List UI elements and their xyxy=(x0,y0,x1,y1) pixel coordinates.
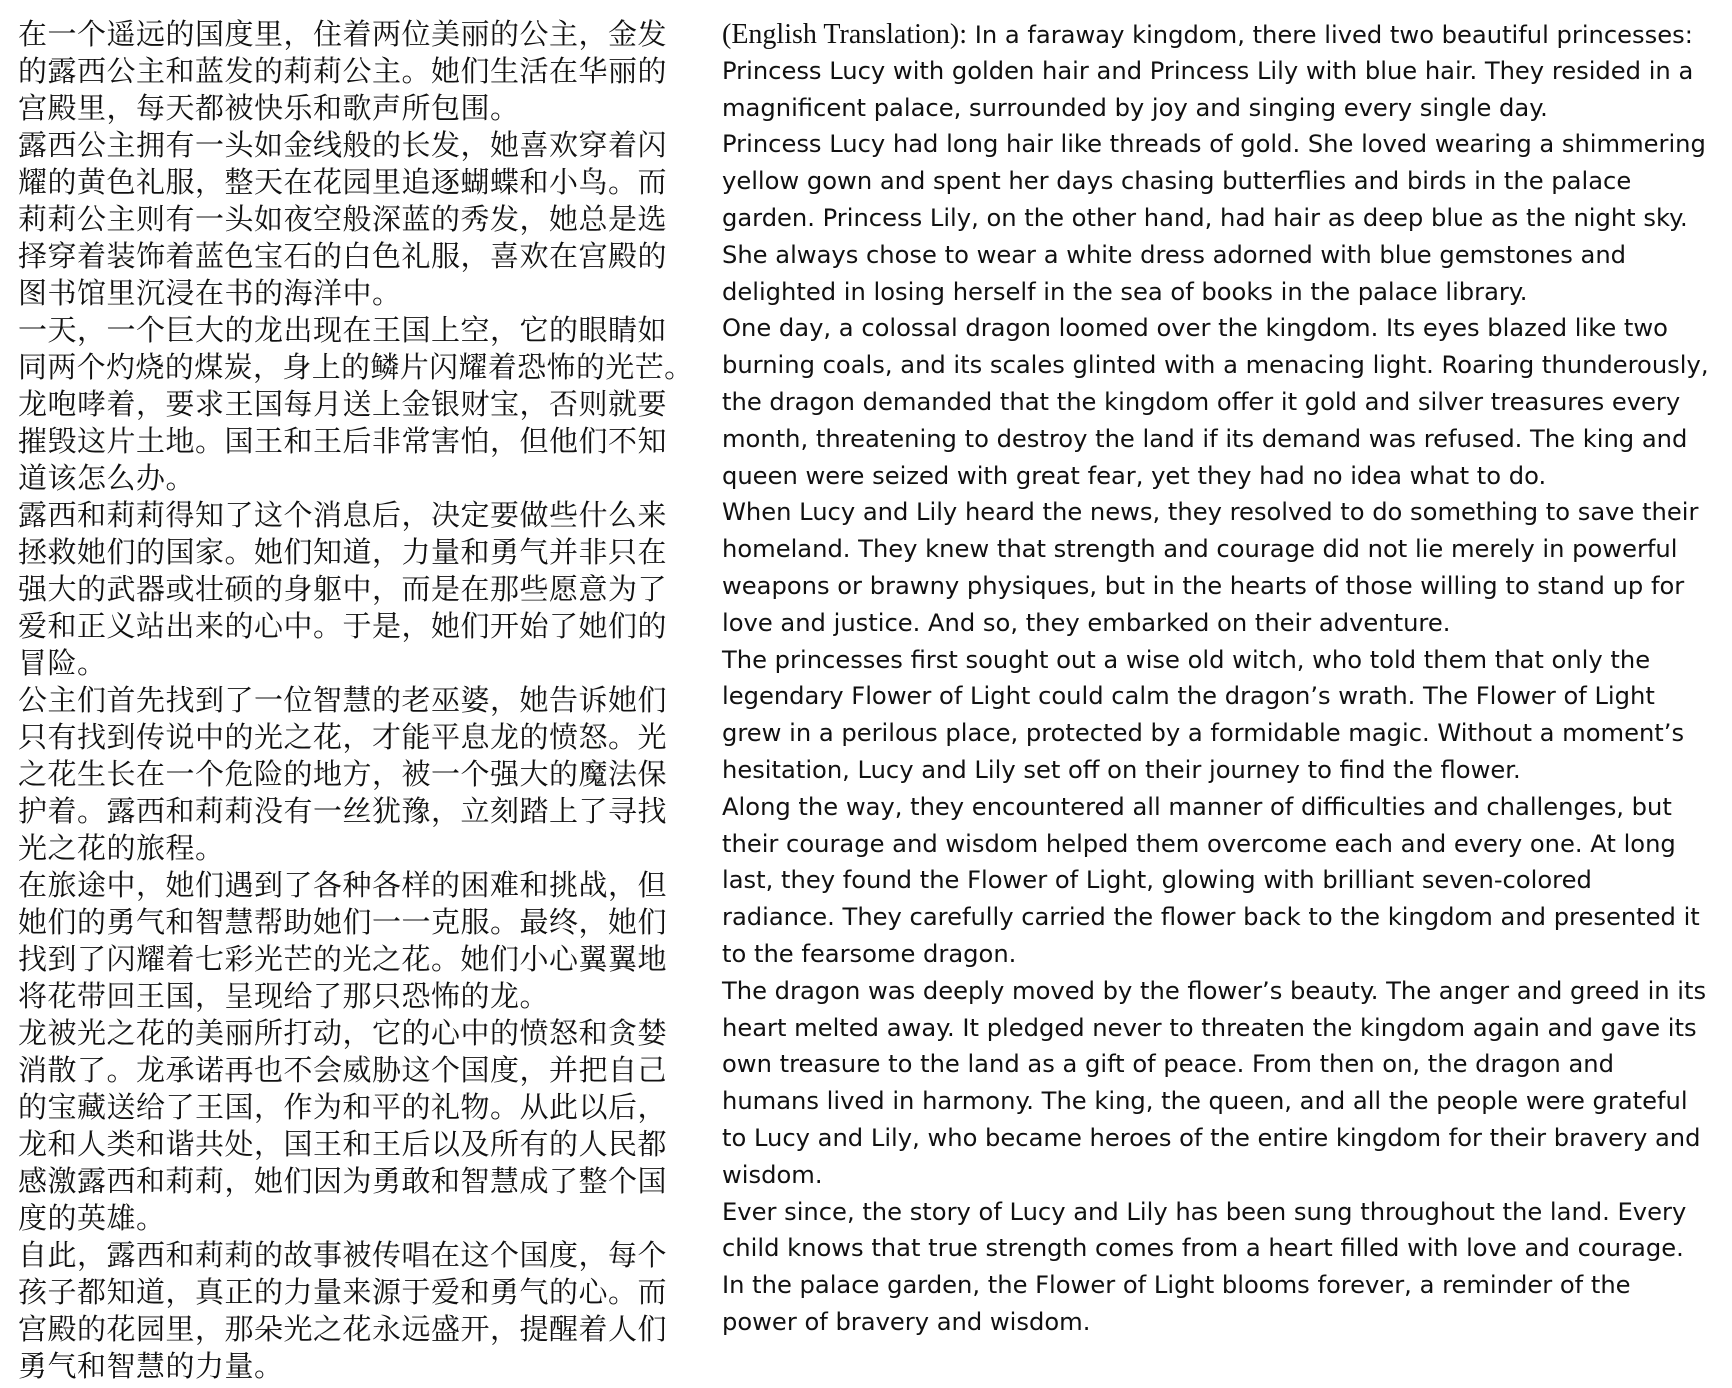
english-line: to Lucy and Lily, who became heroes of the entire kingdom for their bravery and xyxy=(722,1124,1701,1152)
english-line: weapons or brawny physiques, but in the hearts of those willing to stand up for xyxy=(722,572,1685,600)
english-line: Princess Lucy with golden hair and Princess Lily with blue hair. They resided in a xyxy=(722,56,1694,85)
chinese-line: 图书馆里沉浸在书的海洋中。 xyxy=(18,276,402,310)
chinese-line: 光之花的旅程。 xyxy=(18,831,225,865)
english-line: The dragon was deeply moved by the flower’s beauty. The anger and greed in its xyxy=(722,976,1707,1005)
english-line: love and justice. And so, they embarked on their adventure. xyxy=(722,608,1451,637)
english-line: Ever since, the story of Lucy and Lily has been sung throughout the land. Every xyxy=(722,1197,1687,1226)
chinese-line: 只有找到传说中的光之花，才能平息龙的愤怒。光 xyxy=(18,720,668,754)
chinese-line: 消散了。龙承诺再也不会威胁这个国度，并把自己 xyxy=(18,1053,668,1087)
english-line: child knows that true strength comes from a heart filled with love and courage. xyxy=(722,1234,1684,1263)
chinese-line: 耀的黄色礼服，整天在花园里追逐蝴蝶和小鸟。而 xyxy=(18,165,668,199)
english-line: In the palace garden, the Flower of Light blooms forever, a reminder of the xyxy=(722,1271,1631,1300)
chinese-line: 道该怎么办。 xyxy=(18,461,196,495)
english-line: garden. Princess Lily, on the other hand, had hair as deep blue as the night sky. xyxy=(722,204,1688,232)
english-line: month, threatening to destroy the land if its demand was refused. The king and xyxy=(722,424,1688,453)
chinese-line: 宫殿里，每天都被快乐和歌声所包围。 xyxy=(18,91,520,125)
english-line: grew in a perilous place, protected by a formidable magic. Without a moment’s xyxy=(722,719,1685,748)
chinese-line: 自此，露西和莉莉的故事被传唱在这个国度，每个 xyxy=(18,1238,668,1272)
chinese-line: 勇气和智慧的力量。 xyxy=(18,1349,284,1383)
chinese-line: 度的英雄。 xyxy=(18,1201,166,1235)
english-line: Princess Lucy had long hair like threads of gold. She loved wearing a shimmering xyxy=(722,130,1706,159)
chinese-line: 公主们首先找到了一位智慧的老巫婆，她告诉她们 xyxy=(18,683,668,717)
english-first-line xyxy=(722,16,1693,53)
chinese-line: 感激露西和莉莉，她们因为勇敢和智慧成了整个国 xyxy=(18,1164,668,1198)
chinese-line: 强大的武器或壮硕的身躯中，而是在那些愿意为了 xyxy=(18,572,668,606)
chinese-line: 冒险。 xyxy=(18,646,107,680)
chinese-line: 在一个遥远的国度里，住着两位美丽的公主，金发 xyxy=(18,17,668,51)
english-line: The princesses first sought out a wise old witch, who told them that only the xyxy=(722,645,1651,674)
english-line: power of bravery and wisdom. xyxy=(722,1308,1091,1336)
chinese-line: 同两个灼烧的煤炭，身上的鳞片闪耀着恐怖的光芒。 xyxy=(18,350,694,384)
english-line: the dragon demanded that the kingdom offer it gold and silver treasures every xyxy=(722,388,1681,416)
english-line: humans lived in harmony. The king, the queen, and all the people were grateful xyxy=(722,1087,1688,1116)
english-line: In a faraway kingdom, there lived two beautiful princesses: xyxy=(967,21,1693,49)
english-line: magnificent palace, surrounded by joy and singing every single day. xyxy=(722,93,1548,122)
chinese-line: 莉莉公主则有一头如夜空般深蓝的秀发，她总是选 xyxy=(18,202,668,236)
chinese-line: 摧毁这片土地。国王和王后非常害怕，但他们不知 xyxy=(18,424,668,458)
english-line: queen were seized with great fear, yet they had no idea what to do. xyxy=(722,461,1547,490)
english-line: yellow gown and spent her days chasing butterflies and birds in the palace xyxy=(722,167,1632,196)
english-line: wisdom. xyxy=(722,1160,823,1189)
chinese-line: 露西和莉莉得知了这个消息后，决定要做些什么来 xyxy=(18,498,668,532)
chinese-line: 她们的勇气和智慧帮助她们一一克服。最终，她们 xyxy=(18,905,668,939)
chinese-line: 露西公主拥有一头如金线般的长发，她喜欢穿着闪 xyxy=(18,128,668,162)
english-line: radiance. They carefully carried the flower back to the kingdom and presented it xyxy=(722,903,1700,932)
chinese-line: 择穿着装饰着蓝色宝石的白色礼服，喜欢在宫殿的 xyxy=(18,239,668,273)
english-line: legendary Flower of Light could calm the dragon’s wrath. The Flower of Light xyxy=(722,682,1655,711)
chinese-line: 龙和人类和谐共处，国王和王后以及所有的人民都 xyxy=(18,1127,668,1161)
chinese-line: 宫殿的花园里，那朵光之花永远盛开，提醒着人们 xyxy=(18,1312,668,1346)
chinese-line: 爱和正义站出来的心中。于是，她们开始了她们的 xyxy=(18,609,668,643)
chinese-line: 找到了闪耀着七彩光芒的光之花。她们小心翼翼地 xyxy=(18,942,668,976)
english-line: homeland. They knew that strength and courage did not lie merely in powerful xyxy=(722,535,1678,564)
chinese-line: 之花生长在一个危险的地方，被一个强大的魔法保 xyxy=(18,757,668,791)
chinese-line: 在旅途中，她们遇到了各种各样的困难和挑战，但 xyxy=(18,868,668,902)
chinese-line: 的宝藏送给了王国，作为和平的礼物。从此以后， xyxy=(18,1090,668,1124)
english-line: burning coals, and its scales glinted with a menacing light. Roaring thunderously, xyxy=(722,351,1709,380)
chinese-line: 一天，一个巨大的龙出现在王国上空，它的眼睛如 xyxy=(18,313,668,347)
translation-header: (English Translation): xyxy=(722,19,968,50)
english-line: Along the way, they encountered all manner of difficulties and challenges, but xyxy=(722,792,1672,821)
chinese-line: 孩子都知道，真正的力量来源于爱和勇气的心。而 xyxy=(18,1275,668,1309)
english-line: delighted in losing herself in the sea of books in the palace library. xyxy=(722,277,1528,306)
english-line: hesitation, Lucy and Lily set off on their journey to find the flower. xyxy=(722,756,1521,784)
chinese-line: 护着。露西和莉莉没有一丝犹豫，立刻踏上了寻找 xyxy=(18,794,668,828)
english-line: own treasure to the land as a gift of peace. From then on, the dragon and xyxy=(722,1050,1614,1079)
chinese-line: 拯救她们的国家。她们知道，力量和勇气并非只在 xyxy=(18,535,668,569)
chinese-line: 将花带回王国，呈现给了那只恐怖的龙。 xyxy=(18,979,550,1013)
english-line: She always chose to wear a white dress adorned with blue gemstones and xyxy=(722,240,1627,269)
english-line: to the fearsome dragon. xyxy=(722,940,1017,968)
chinese-line: 龙被光之花的美丽所打动，它的心中的愤怒和贪婪 xyxy=(18,1016,668,1050)
chinese-line: 龙咆哮着，要求王国每月送上金银财宝，否则就要 xyxy=(18,387,668,421)
english-line: heart melted away. It pledged never to threaten the kingdom again and gave its xyxy=(722,1013,1697,1042)
english-line: last, they found the Flower of Light, glowing with brilliant seven-colored xyxy=(722,866,1592,895)
english-line: One day, a colossal dragon loomed over the kingdom. Its eyes blazed like two xyxy=(722,314,1668,343)
english-line: their courage and wisdom helped them overcome each and every one. At long xyxy=(722,829,1676,858)
chinese-line: 的露西公主和蓝发的莉莉公主。她们生活在华丽的 xyxy=(18,54,668,88)
english-line: When Lucy and Lily heard the news, they resolved to do something to save their xyxy=(722,498,1699,527)
